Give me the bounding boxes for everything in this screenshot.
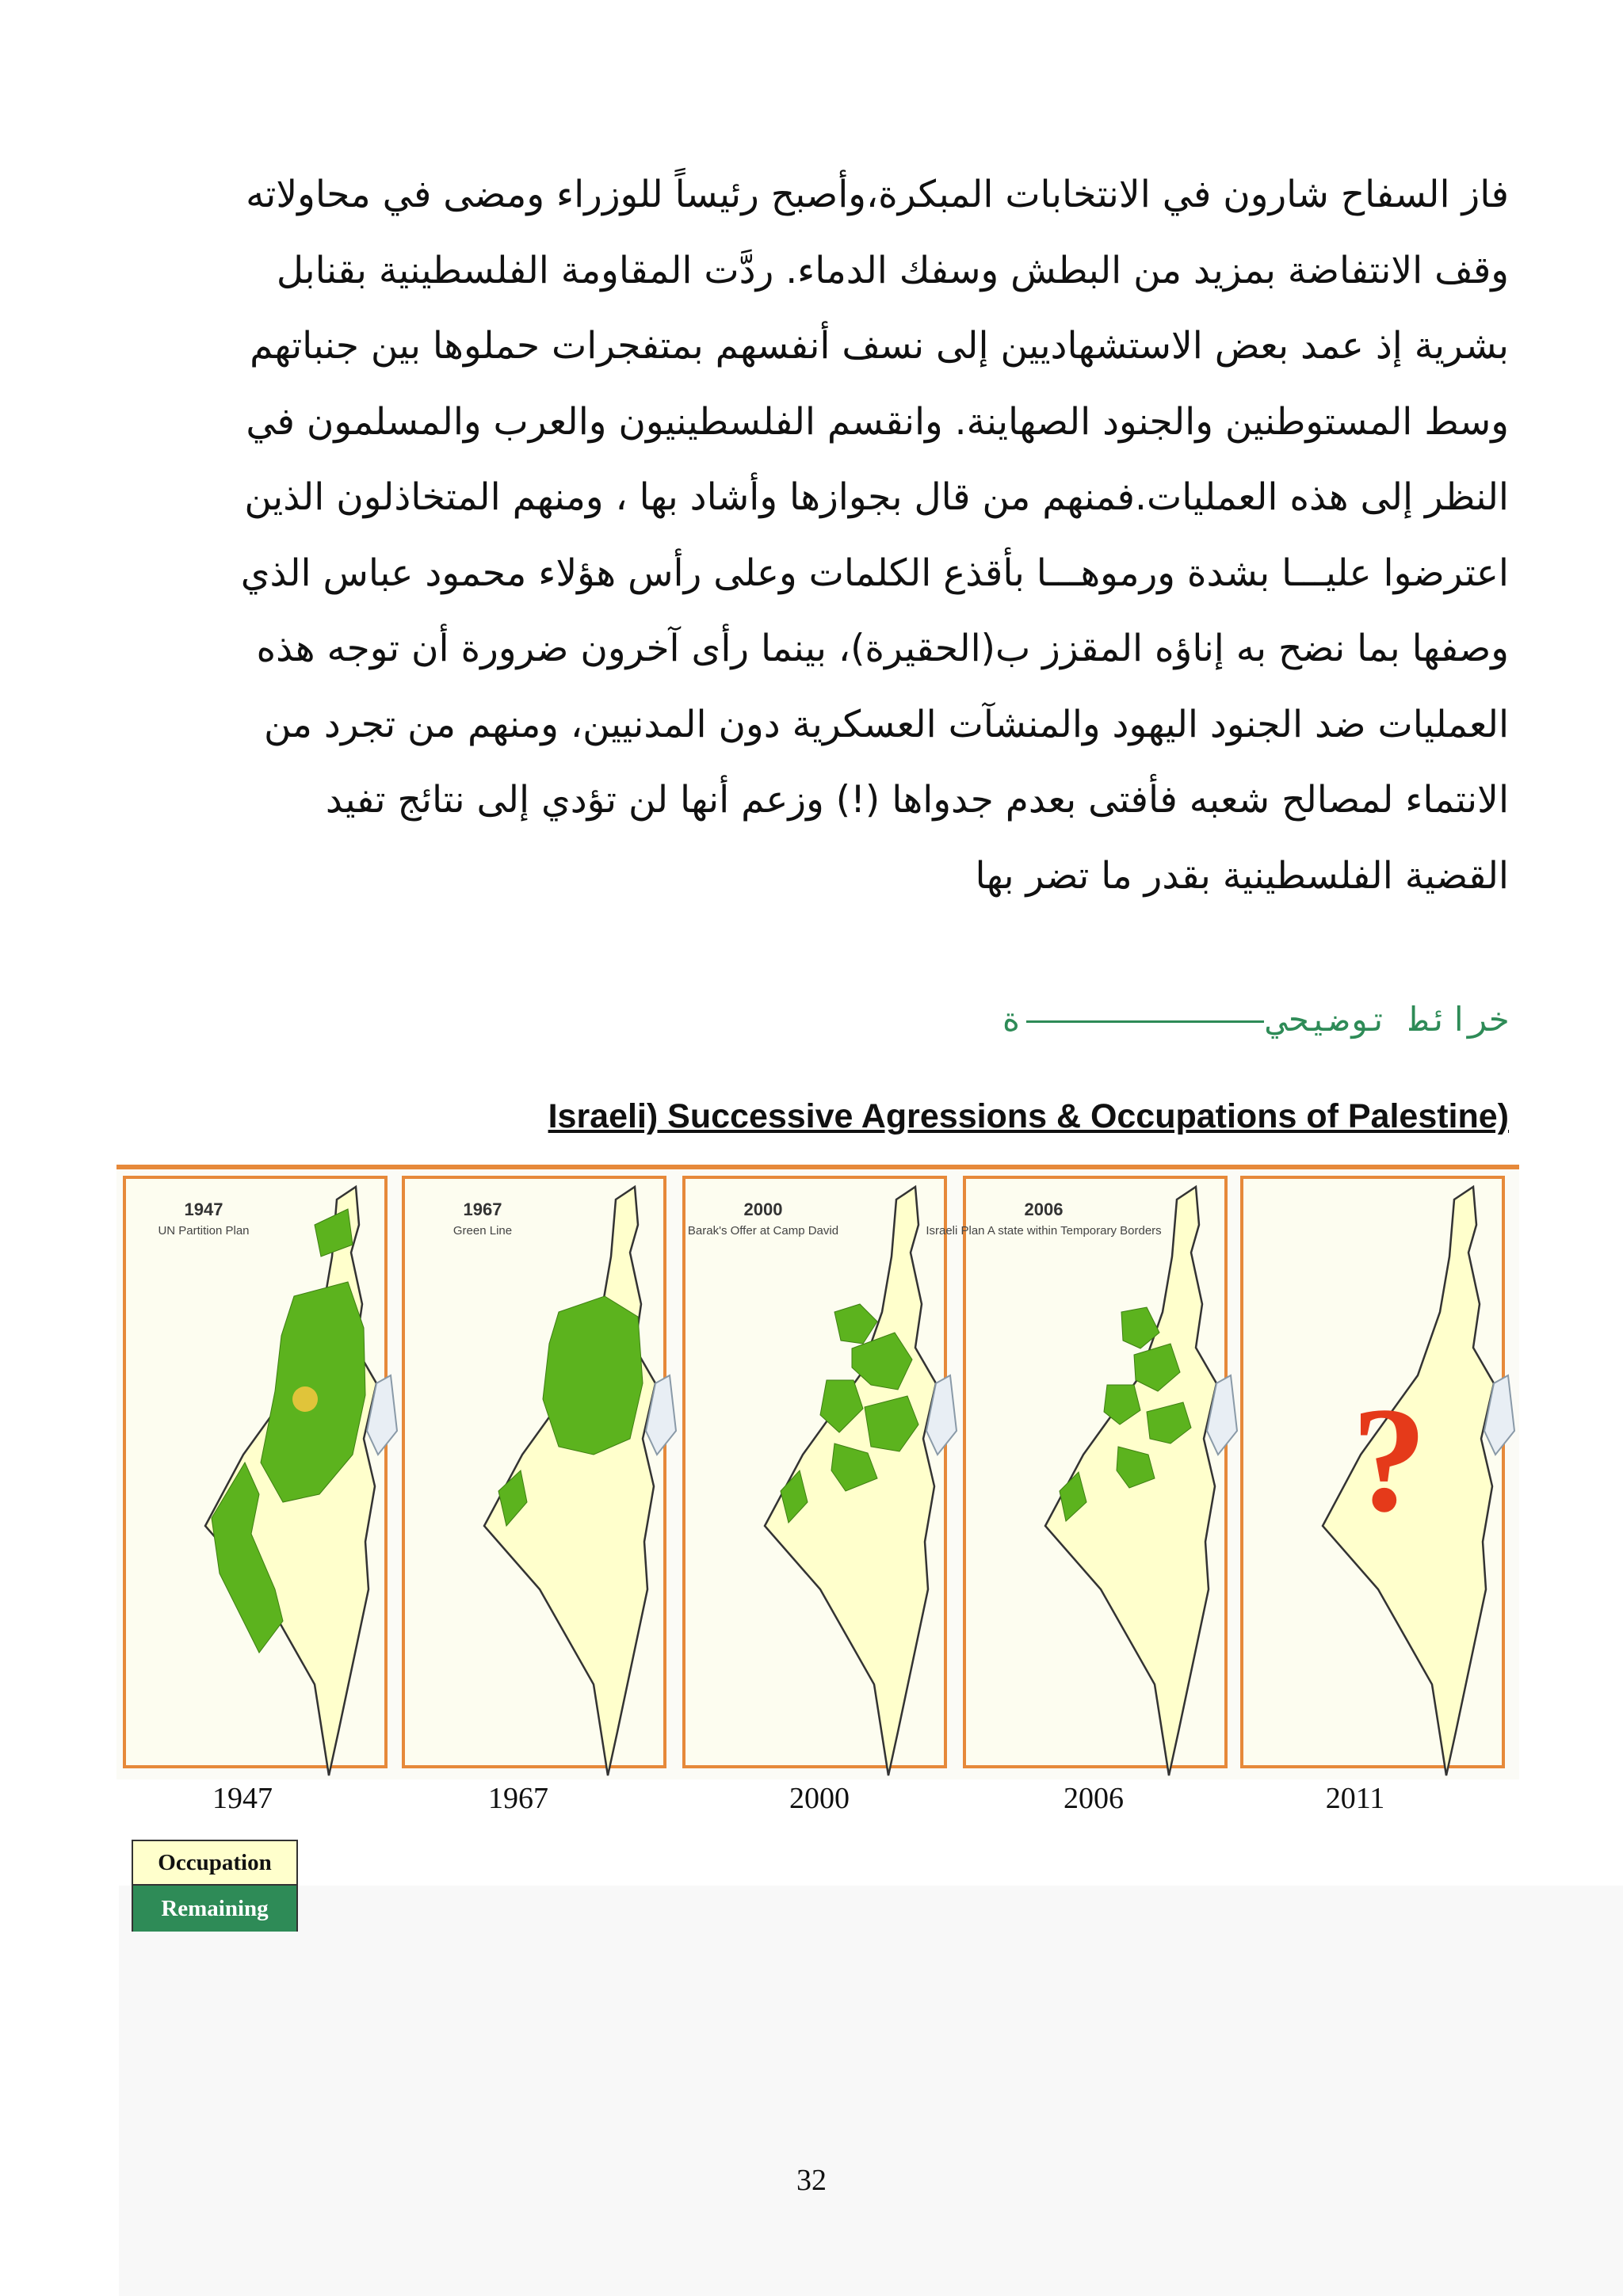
figure-title: Israeli) Successive Agressions & Occupations of Palestine): [548, 1097, 1509, 1135]
remaining-region: [543, 1296, 643, 1455]
map-legend: [132, 1840, 298, 1932]
map-caption: Green Line: [453, 1224, 513, 1238]
map-panel: [684, 1177, 957, 1775]
paragraph-line: بشرية إذ عمد بعض الاستشهاديين إلى نسف أنفسهم بمتفجرات حملوها بين جنباتهم: [250, 324, 1509, 368]
body-paragraph: [117, 157, 1509, 913]
year-label: 1967: [488, 1782, 548, 1815]
year-label: 2006: [1064, 1782, 1124, 1815]
year-label: 2000: [789, 1782, 850, 1815]
paragraph-line: وصفها بما نضح به إناؤه المقزز ب(الحقيرة)، بينما رأى آخرون ضرورة أن توجه هذه: [256, 627, 1509, 670]
map-panel: [1242, 1177, 1514, 1775]
map-year-title: 2006: [1024, 1199, 1064, 1219]
legend-occupation: Occupation: [133, 1841, 296, 1884]
section-heading: [761, 1000, 1509, 1039]
paragraph-line: فاز السفاح شارون في الانتخابات المبكرة،وأصبح رئيساً للوزراء ومضى في محاولاته: [246, 173, 1509, 216]
maps-figure: [116, 1165, 1519, 1779]
paragraph-line: النظر إلى هذه العمليات.فمنهم من قال بجوازها وأشاد بها ، ومنهم المتخاذلون الذين: [244, 475, 1509, 519]
map-caption: Barak's Offer at Camp David: [687, 1224, 839, 1238]
map-caption: UN Partition Plan: [158, 1224, 250, 1238]
map-year-title: 1967: [463, 1199, 502, 1219]
paragraph-line: القضية الفلسطينية بقدر ما تضر بها: [975, 853, 1509, 898]
map-year-title: 1947: [184, 1199, 223, 1219]
map-caption: Israeli Plan A state within Temporary Borders: [926, 1224, 1162, 1238]
paragraph-line: وقف الانتفاضة بمزيد من البطش وسفك الدماء. ردَّت المقاومة الفلسطينية بقنابل: [276, 248, 1509, 292]
map-panel: [403, 1177, 676, 1775]
map-panel: [926, 1177, 1237, 1775]
year-label: 2011: [1325, 1782, 1385, 1815]
map-panel: [124, 1177, 397, 1775]
paragraph-line: وسط المستوطنين والجنود الصهاينة. وانقسم الفلسطينيون والعرب والمسلمون في: [246, 399, 1509, 444]
jerusalem-zone: [292, 1386, 318, 1412]
section-heading-text: خرائط توضيحي: [1268, 1000, 1509, 1039]
question-mark: ?: [1351, 1377, 1427, 1543]
paragraph-line: الانتماء لمصالح شعبه فأفتى بعدم جدواها (!) وزعم أنها لن تؤدي إلى نتائج تفيد: [325, 778, 1509, 822]
paragraph-line: العمليات ضد الجنود اليهود والمنشآت العسكرية دون المدنيين، ومنهم من تجرد من: [263, 702, 1509, 746]
section-heading-end: ة: [1001, 1000, 1022, 1039]
legend-remaining: Remaining: [133, 1884, 296, 1932]
map-year-title: 2000: [743, 1199, 783, 1219]
paragraph-line: اعترضوا عليـــا بشدة ورموهـــا بأقذع الكلمات وعلى رأس هؤلاء محمود عباس الذي: [240, 551, 1509, 595]
year-label: 1947: [212, 1782, 273, 1815]
heading-kashida-rule: [1026, 1020, 1264, 1023]
maps-svg: [116, 1169, 1519, 1779]
page-shading: [119, 1886, 1623, 2296]
page-number: 32: [796, 2164, 827, 2197]
